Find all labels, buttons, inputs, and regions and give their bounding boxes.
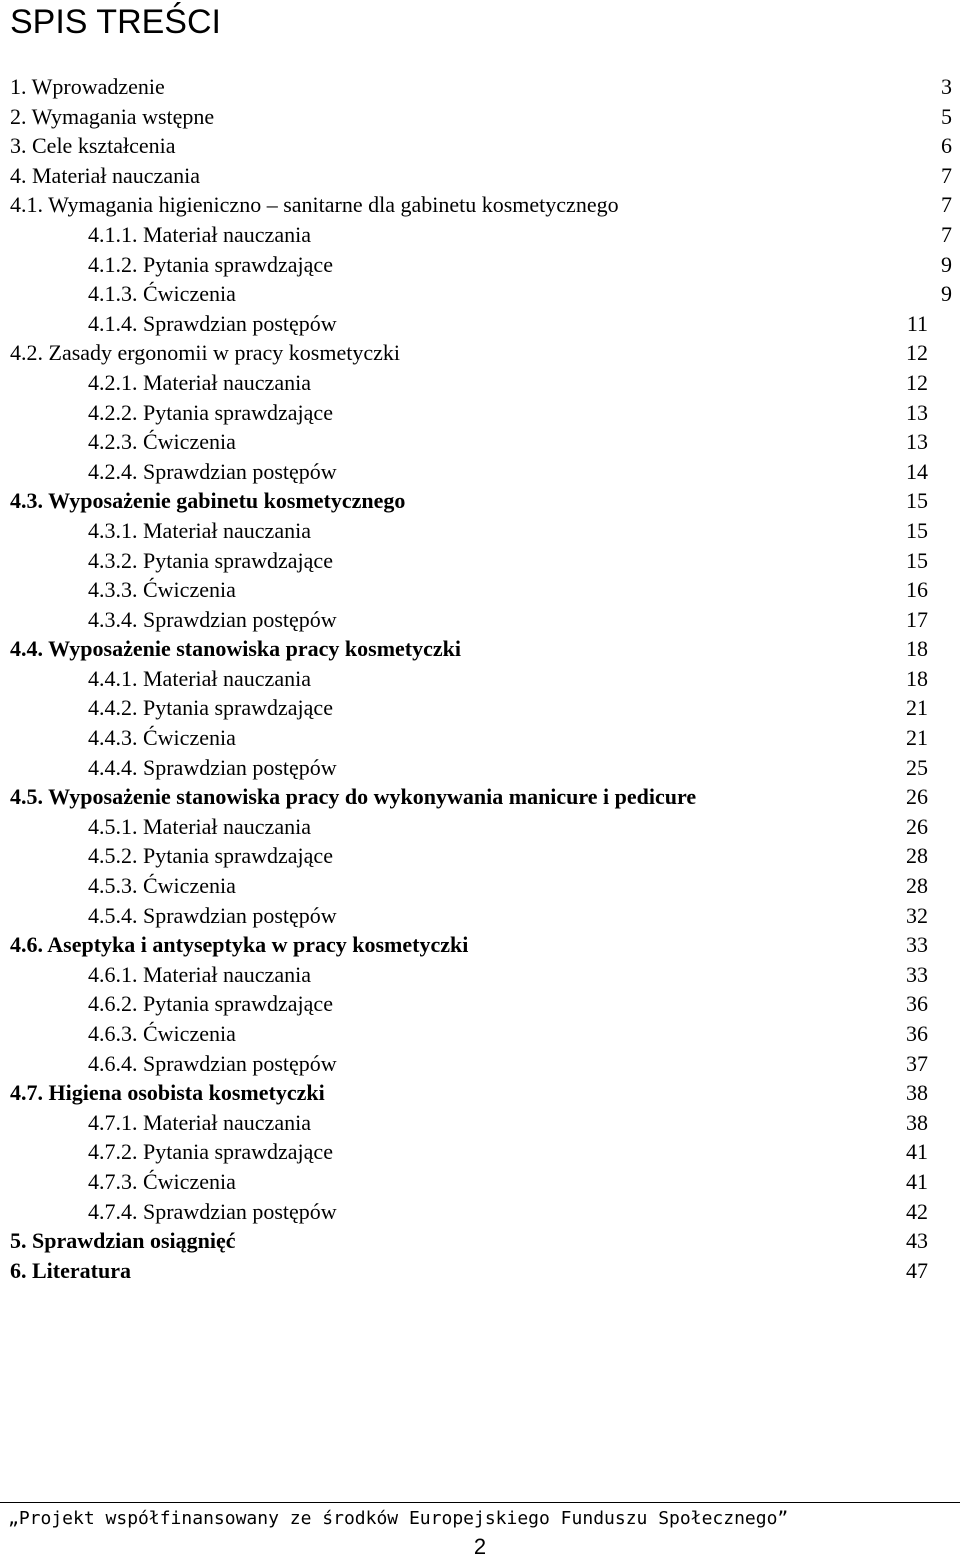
toc-entry-label: 4.6.4. Sprawdzian postępów <box>88 1050 337 1076</box>
toc-entry-label: 4.4.3. Ćwiczenia <box>88 725 236 751</box>
toc-entry-page: 26 <box>906 784 928 810</box>
toc-entry-page: 11 <box>906 310 928 336</box>
toc-entry-label: 4.4. Wyposażenie stanowiska pracy kosmetyczki <box>10 636 461 662</box>
toc-entry[interactable] <box>0 368 960 398</box>
toc-entry[interactable] <box>0 782 960 812</box>
table-of-contents <box>0 72 960 1285</box>
toc-entry-label: 4.5.4. Sprawdzian postępów <box>88 902 337 928</box>
toc-entry[interactable] <box>0 1108 960 1138</box>
toc-entry[interactable] <box>0 338 960 368</box>
toc-entry-page: 28 <box>906 873 928 899</box>
toc-entry-label: 4.7.2. Pytania sprawdzające <box>88 1139 333 1165</box>
toc-entry-label: 4.7.4. Sprawdzian postępów <box>88 1198 337 1224</box>
toc-entry[interactable] <box>0 546 960 576</box>
toc-entry-page: 47 <box>906 1257 928 1283</box>
toc-entry-page: 15 <box>906 488 928 514</box>
toc-entry-page: 25 <box>906 754 928 780</box>
toc-entry-label: 4.5. Wyposażenie stanowiska pracy do wykonywania manicure i pedicure <box>10 784 697 810</box>
toc-entry-label: 4.6.2. Pytania sprawdzające <box>88 991 333 1017</box>
toc-entry[interactable] <box>0 693 960 723</box>
toc-entry-label: 4.2.3. Ćwiczenia <box>88 429 236 455</box>
toc-entry-page: 26 <box>906 813 928 839</box>
toc-entry-label: 4.4.2. Pytania sprawdzające <box>88 695 333 721</box>
toc-entry-page: 37 <box>906 1050 928 1076</box>
toc-entry-label: 4.3. Wyposażenie gabinetu kosmetycznego <box>10 488 406 514</box>
toc-entry-label: 6. Literatura <box>10 1257 131 1283</box>
toc-entry-label: 5. Sprawdzian osiągnięć <box>10 1228 236 1254</box>
toc-entry-page: 43 <box>906 1228 928 1254</box>
toc-entry-page: 13 <box>906 429 928 455</box>
toc-entry-label: 4.7. Higiena osobista kosmetyczki <box>10 1080 325 1106</box>
toc-entry[interactable] <box>0 250 960 280</box>
toc-entry-page: 7 <box>941 192 952 218</box>
page-title: SPIS TREŚCI <box>10 3 221 41</box>
toc-entry-page: 12 <box>906 369 928 395</box>
toc-entry[interactable] <box>0 960 960 990</box>
toc-entry-page: 36 <box>906 991 928 1017</box>
toc-entry[interactable] <box>0 1197 960 1227</box>
toc-entry-label: 4.3.2. Pytania sprawdzające <box>88 547 333 573</box>
toc-entry[interactable] <box>0 812 960 842</box>
toc-entry-label: 4.1. Wymagania higieniczno – sanitarne dla gabinetu kosmetycznego <box>10 192 619 218</box>
toc-entry-label: 4.4.4. Sprawdzian postępów <box>88 754 337 780</box>
toc-entry-page: 18 <box>906 665 928 691</box>
toc-entry[interactable] <box>0 279 960 309</box>
toc-entry-label: 4.6. Aseptyka i antyseptyka w pracy kosmetyczki <box>10 932 469 958</box>
toc-entry-label: 4.1.2. Pytania sprawdzające <box>88 251 333 277</box>
toc-entry-label: 4. Materiał nauczania <box>10 162 200 188</box>
toc-entry-page: 38 <box>906 1109 928 1135</box>
toc-entry-label: 4.4.1. Materiał nauczania <box>88 665 311 691</box>
toc-entry[interactable] <box>0 398 960 428</box>
toc-entry[interactable] <box>0 901 960 931</box>
toc-entry-label: 4.6.3. Ćwiczenia <box>88 1021 236 1046</box>
toc-entry-label: 4.6.1. Materiał nauczania <box>88 961 311 987</box>
toc-entry[interactable] <box>0 457 960 487</box>
toc-entry[interactable] <box>0 309 960 339</box>
toc-entry[interactable] <box>0 753 960 783</box>
toc-entry-page: 5 <box>941 103 952 129</box>
toc-entry-label: 1. Wprowadzenie <box>10 74 165 99</box>
toc-entry-page: 16 <box>906 577 928 603</box>
toc-entry[interactable] <box>0 131 960 161</box>
toc-entry-page: 36 <box>906 1021 928 1046</box>
toc-entry-page: 41 <box>906 1139 928 1165</box>
toc-entry[interactable] <box>0 723 960 753</box>
toc-entry-page: 15 <box>906 517 928 543</box>
toc-entry-page: 17 <box>906 606 928 632</box>
toc-entry-label: 4.1.3. Ćwiczenia <box>88 281 236 307</box>
toc-entry-page: 6 <box>941 133 952 159</box>
toc-entry-label: 4.1.1. Materiał nauczania <box>88 221 311 247</box>
toc-entry-label: 4.2.2. Pytania sprawdzające <box>88 399 333 425</box>
toc-entry[interactable] <box>0 1019 960 1049</box>
toc-entry-label: 2. Wymagania wstępne <box>10 103 215 129</box>
toc-entry[interactable] <box>0 161 960 191</box>
toc-entry[interactable] <box>0 72 960 102</box>
page-number: 2 <box>473 1534 487 1559</box>
toc-entry-label: 4.7.3. Ćwiczenia <box>88 1168 236 1194</box>
footer-text: „Projekt współfinansowany ze środków Europejskiego Funduszu Społecznego” <box>8 1508 789 1529</box>
toc-entry-label: 4.2.1. Materiał nauczania <box>88 369 311 395</box>
toc-entry-label: 4.5.2. Pytania sprawdzające <box>88 843 333 869</box>
toc-entry[interactable] <box>0 486 960 516</box>
toc-entry-page: 7 <box>941 221 952 247</box>
toc-entry-page: 21 <box>906 695 928 721</box>
toc-entry[interactable] <box>0 664 960 694</box>
toc-entry[interactable] <box>0 220 960 250</box>
toc-entry[interactable] <box>0 190 960 220</box>
toc-entry[interactable] <box>0 427 960 457</box>
toc-entry-page: 7 <box>941 162 952 188</box>
toc-entry-page: 33 <box>906 932 928 958</box>
toc-entry-page: 15 <box>906 547 928 573</box>
toc-entry[interactable] <box>0 841 960 871</box>
toc-entry-page: 13 <box>906 399 928 425</box>
toc-entry[interactable] <box>0 575 960 605</box>
toc-entry-label: 4.3.3. Ćwiczenia <box>88 577 236 603</box>
toc-entry[interactable] <box>0 516 960 546</box>
toc-entry-page: 42 <box>906 1198 928 1224</box>
toc-entry-label: 4.3.4. Sprawdzian postępów <box>88 606 337 632</box>
toc-entry-label: 4.7.1. Materiał nauczania <box>88 1109 311 1135</box>
toc-entry-label: 3. Cele kształcenia <box>10 133 176 159</box>
toc-entry-page: 41 <box>906 1168 928 1194</box>
toc-entry-label: 4.5.1. Materiał nauczania <box>88 813 311 839</box>
toc-entry[interactable] <box>0 102 960 132</box>
toc-entry-page: 3 <box>941 74 952 99</box>
toc-entry[interactable] <box>0 1049 960 1079</box>
toc-entry[interactable] <box>0 1167 960 1197</box>
toc-entry[interactable] <box>0 930 960 960</box>
toc-entry[interactable] <box>0 605 960 635</box>
toc-entry-page: 33 <box>906 961 928 987</box>
toc-entry[interactable] <box>0 634 960 664</box>
toc-entry-page: 12 <box>906 340 928 366</box>
toc-entry-page: 14 <box>906 458 928 484</box>
toc-entry[interactable] <box>0 1226 960 1256</box>
toc-entry[interactable] <box>0 871 960 901</box>
toc-entry-label: 4.5.3. Ćwiczenia <box>88 873 236 899</box>
toc-entry-page: 28 <box>906 843 928 869</box>
toc-entry-label: 4.2.4. Sprawdzian postępów <box>88 458 337 484</box>
footer-divider <box>0 1502 960 1503</box>
toc-entry[interactable] <box>0 1256 960 1286</box>
toc-entry[interactable] <box>0 1137 960 1167</box>
toc-entry[interactable] <box>0 1078 960 1108</box>
toc-entry-page: 32 <box>906 902 928 928</box>
toc-entry-page: 21 <box>906 725 928 751</box>
toc-entry-page: 9 <box>941 251 952 277</box>
toc-entry-label: 4.2. Zasady ergonomii w pracy kosmetyczki <box>10 340 400 366</box>
toc-entry[interactable] <box>0 989 960 1019</box>
toc-entry-label: 4.3.1. Materiał nauczania <box>88 517 311 543</box>
toc-entry-page: 9 <box>941 281 952 307</box>
toc-entry-page: 38 <box>906 1080 928 1106</box>
toc-entry-label: 4.1.4. Sprawdzian postępów <box>88 310 337 336</box>
toc-entry-page: 18 <box>906 636 928 662</box>
